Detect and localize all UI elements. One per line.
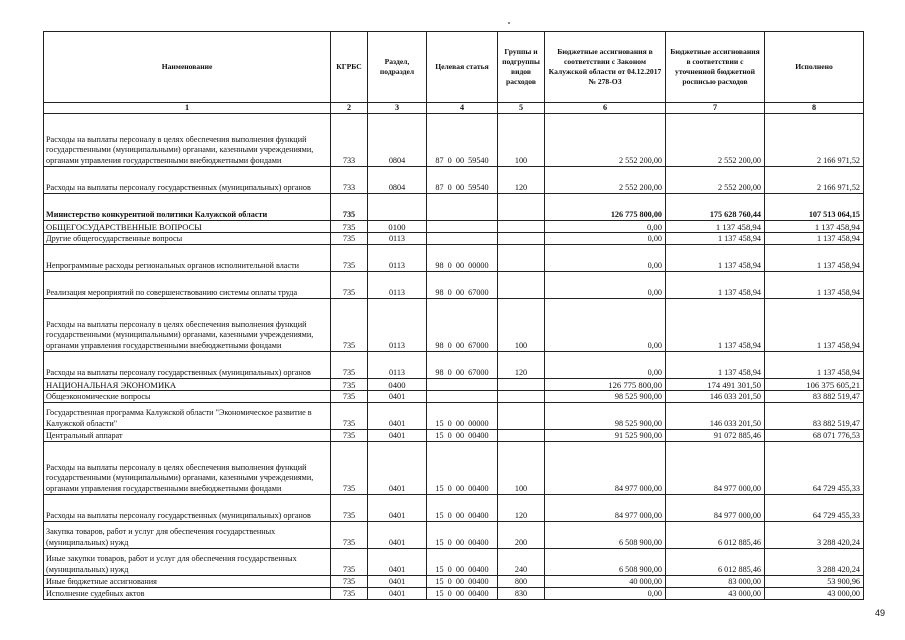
cell-razdel: 0113 — [368, 233, 427, 245]
cell-law-allocation: 0,00 — [545, 233, 666, 245]
cell-name: Расходы на выплаты персоналу государственных (муниципальных) органов — [44, 352, 331, 379]
cell-razdel — [368, 194, 427, 221]
table-row — [44, 299, 864, 352]
cell-kgrbs: 735 — [331, 391, 368, 403]
cell-executed: 64 729 455,33 — [765, 442, 864, 495]
cell-expense-group — [498, 379, 545, 391]
cell-target-article: 98 0 00 67000 — [427, 272, 498, 299]
col-number: 4 — [427, 103, 498, 114]
header-razdel: Раздел, подраздел — [368, 32, 427, 103]
cell-refined-allocation: 1 137 458,94 — [666, 299, 765, 352]
cell-refined-allocation: 84 977 000,00 — [666, 495, 765, 522]
cell-target-article: 87 0 00 59540 — [427, 114, 498, 167]
cell-name: НАЦИОНАЛЬНАЯ ЭКОНОМИКА — [44, 379, 331, 391]
table-row — [44, 588, 864, 600]
cell-refined-allocation: 84 977 000,00 — [666, 442, 765, 495]
header-kgrbs: КГРБС — [331, 32, 368, 103]
cell-law-allocation: 0,00 — [545, 299, 666, 352]
cell-kgrbs: 735 — [331, 495, 368, 522]
cell-refined-allocation: 146 033 201,50 — [666, 391, 765, 403]
scan-dot — [508, 22, 510, 24]
table-row — [44, 391, 864, 403]
cell-expense-group: 200 — [498, 522, 545, 549]
cell-refined-allocation: 175 628 760,44 — [666, 194, 765, 221]
table-row — [44, 442, 864, 495]
col-number: 7 — [666, 103, 765, 114]
budget-table — [43, 31, 864, 600]
cell-kgrbs: 735 — [331, 352, 368, 379]
cell-razdel: 0400 — [368, 379, 427, 391]
cell-target-article: 15 0 00 00400 — [427, 576, 498, 588]
cell-executed: 2 166 971,52 — [765, 167, 864, 194]
cell-executed: 83 882 519,47 — [765, 391, 864, 403]
cell-kgrbs: 735 — [331, 379, 368, 391]
header-law-allocation: Бюджетные ассигнования в соответствии с Законом Калужской области от 04.12.2017 № 278-ОЗ — [545, 32, 666, 103]
table-row — [44, 272, 864, 299]
cell-razdel: 0401 — [368, 522, 427, 549]
cell-name: Исполнение судебных актов — [44, 588, 331, 600]
table-row — [44, 114, 864, 167]
cell-razdel: 0401 — [368, 576, 427, 588]
cell-refined-allocation: 146 033 201,50 — [666, 403, 765, 430]
cell-name: ОБЩЕГОСУДАРСТВЕННЫЕ ВОПРОСЫ — [44, 221, 331, 233]
col-number: 8 — [765, 103, 864, 114]
cell-refined-allocation: 1 137 458,94 — [666, 272, 765, 299]
cell-name: Расходы на выплаты персоналу государственных (муниципальных) органов — [44, 167, 331, 194]
cell-executed: 3 288 420,24 — [765, 522, 864, 549]
cell-target-article: 87 0 00 59540 — [427, 167, 498, 194]
table-row — [44, 352, 864, 379]
cell-refined-allocation: 6 012 885,46 — [666, 522, 765, 549]
cell-executed: 43 000,00 — [765, 588, 864, 600]
cell-refined-allocation: 1 137 458,94 — [666, 352, 765, 379]
cell-target-article: 15 0 00 00400 — [427, 588, 498, 600]
cell-law-allocation: 98 525 900,00 — [545, 391, 666, 403]
cell-name: Общеэкономические вопросы — [44, 391, 331, 403]
cell-target-article: 15 0 00 00400 — [427, 442, 498, 495]
cell-executed: 1 137 458,94 — [765, 233, 864, 245]
cell-expense-group — [498, 403, 545, 430]
cell-razdel: 0401 — [368, 588, 427, 600]
cell-refined-allocation: 83 000,00 — [666, 576, 765, 588]
cell-refined-allocation: 91 072 885,46 — [666, 430, 765, 442]
cell-refined-allocation: 43 000,00 — [666, 588, 765, 600]
cell-target-article: 15 0 00 00000 — [427, 403, 498, 430]
header-executed: Исполнено — [765, 32, 864, 103]
cell-kgrbs: 735 — [331, 299, 368, 352]
header-refined-allocation: Бюджетные ассигнования в соответствии с уточненной бюджетной росписью расходов — [666, 32, 765, 103]
cell-target-article — [427, 391, 498, 403]
cell-kgrbs: 735 — [331, 442, 368, 495]
cell-expense-group: 830 — [498, 588, 545, 600]
cell-razdel: 0804 — [368, 114, 427, 167]
budget-table-sheet — [43, 31, 863, 600]
cell-kgrbs: 735 — [331, 549, 368, 576]
cell-law-allocation: 6 508 900,00 — [545, 549, 666, 576]
cell-name: Иные закупки товаров, работ и услуг для обеспечения государственных (муниципальных) нужд — [44, 549, 331, 576]
col-number: 3 — [368, 103, 427, 114]
cell-target-article: 98 0 00 00000 — [427, 245, 498, 272]
cell-kgrbs: 733 — [331, 114, 368, 167]
table-row — [44, 233, 864, 245]
table-row — [44, 549, 864, 576]
cell-expense-group: 800 — [498, 576, 545, 588]
table-row — [44, 221, 864, 233]
cell-expense-group: 120 — [498, 352, 545, 379]
cell-executed: 2 166 971,52 — [765, 114, 864, 167]
cell-razdel: 0100 — [368, 221, 427, 233]
page-number: 49 — [874, 608, 885, 618]
table-row — [44, 379, 864, 391]
cell-expense-group — [498, 233, 545, 245]
cell-law-allocation: 0,00 — [545, 272, 666, 299]
table-row — [44, 194, 864, 221]
col-number: 5 — [498, 103, 545, 114]
cell-law-allocation: 6 508 900,00 — [545, 522, 666, 549]
cell-target-article: 98 0 00 67000 — [427, 299, 498, 352]
cell-razdel: 0113 — [368, 299, 427, 352]
cell-law-allocation: 126 775 800,00 — [545, 379, 666, 391]
cell-executed: 64 729 455,33 — [765, 495, 864, 522]
cell-kgrbs: 735 — [331, 221, 368, 233]
header-name: Наименование — [44, 32, 331, 103]
cell-expense-group: 100 — [498, 442, 545, 495]
col-number: 1 — [44, 103, 331, 114]
cell-refined-allocation: 2 552 200,00 — [666, 167, 765, 194]
cell-name: Расходы на выплаты персоналу в целях обеспечения выполнения функций государственными (муниципальными) органами, казенными учреждениями, органами управления государственными внебюджетными фондами — [44, 299, 331, 352]
cell-executed: 3 288 420,24 — [765, 549, 864, 576]
col-number: 2 — [331, 103, 368, 114]
cell-expense-group — [498, 221, 545, 233]
cell-target-article: 15 0 00 00400 — [427, 495, 498, 522]
cell-executed: 68 071 776,53 — [765, 430, 864, 442]
cell-kgrbs: 735 — [331, 245, 368, 272]
cell-law-allocation: 98 525 900,00 — [545, 403, 666, 430]
cell-kgrbs: 735 — [331, 522, 368, 549]
cell-name: Государственная программа Калужской области "Экономическое развитие в Калужской области" — [44, 403, 331, 430]
cell-executed: 1 137 458,94 — [765, 245, 864, 272]
cell-target-article — [427, 194, 498, 221]
cell-kgrbs: 735 — [331, 403, 368, 430]
cell-razdel: 0113 — [368, 245, 427, 272]
cell-executed: 53 900,96 — [765, 576, 864, 588]
cell-executed: 1 137 458,94 — [765, 221, 864, 233]
header-expense-group: Группы и подгруппы видов расходов — [498, 32, 545, 103]
cell-target-article — [427, 233, 498, 245]
cell-refined-allocation: 2 552 200,00 — [666, 114, 765, 167]
cell-kgrbs: 735 — [331, 194, 368, 221]
cell-name: Закупка товаров, работ и услуг для обеспечения государственных (муниципальных) нужд — [44, 522, 331, 549]
cell-razdel: 0113 — [368, 272, 427, 299]
cell-razdel: 0401 — [368, 549, 427, 576]
cell-refined-allocation: 1 137 458,94 — [666, 221, 765, 233]
table-row — [44, 403, 864, 430]
cell-law-allocation: 2 552 200,00 — [545, 167, 666, 194]
cell-executed: 1 137 458,94 — [765, 352, 864, 379]
header-row — [44, 32, 864, 103]
cell-target-article: 98 0 00 67000 — [427, 352, 498, 379]
table-row — [44, 576, 864, 588]
cell-kgrbs: 735 — [331, 272, 368, 299]
cell-law-allocation: 0,00 — [545, 221, 666, 233]
cell-name: Расходы на выплаты персоналу в целях обеспечения выполнения функций государственными (муниципальными) органами, казенными учреждениями, органами управления государственными внебюджетными фондами — [44, 442, 331, 495]
cell-law-allocation: 126 775 800,00 — [545, 194, 666, 221]
cell-razdel: 0401 — [368, 403, 427, 430]
cell-kgrbs: 735 — [331, 576, 368, 588]
cell-kgrbs: 735 — [331, 430, 368, 442]
cell-target-article: 15 0 00 00400 — [427, 549, 498, 576]
cell-target-article: 15 0 00 00400 — [427, 522, 498, 549]
cell-target-article — [427, 379, 498, 391]
cell-expense-group: 120 — [498, 495, 545, 522]
table-row — [44, 495, 864, 522]
cell-refined-allocation: 6 012 885,46 — [666, 549, 765, 576]
cell-executed: 1 137 458,94 — [765, 272, 864, 299]
cell-name: Другие общегосударственные вопросы — [44, 233, 331, 245]
table-row — [44, 245, 864, 272]
cell-law-allocation: 84 977 000,00 — [545, 495, 666, 522]
cell-name: Расходы на выплаты персоналу государственных (муниципальных) органов — [44, 495, 331, 522]
col-number: 6 — [545, 103, 666, 114]
cell-expense-group — [498, 391, 545, 403]
cell-expense-group: 240 — [498, 549, 545, 576]
cell-target-article: 15 0 00 00400 — [427, 430, 498, 442]
cell-law-allocation: 0,00 — [545, 588, 666, 600]
cell-name: Реализация мероприятий по совершенствованию системы оплаты труда — [44, 272, 331, 299]
cell-razdel: 0113 — [368, 352, 427, 379]
cell-executed: 1 137 458,94 — [765, 299, 864, 352]
cell-law-allocation: 0,00 — [545, 245, 666, 272]
column-number-row — [44, 103, 864, 114]
cell-razdel: 0401 — [368, 442, 427, 495]
cell-razdel: 0401 — [368, 391, 427, 403]
cell-kgrbs: 735 — [331, 233, 368, 245]
cell-razdel: 0401 — [368, 430, 427, 442]
table-row — [44, 522, 864, 549]
header-target-article: Целевая статья — [427, 32, 498, 103]
cell-law-allocation: 0,00 — [545, 352, 666, 379]
cell-law-allocation: 91 525 900,00 — [545, 430, 666, 442]
cell-expense-group: 100 — [498, 114, 545, 167]
cell-executed: 83 882 519,47 — [765, 403, 864, 430]
cell-expense-group — [498, 272, 545, 299]
cell-expense-group — [498, 194, 545, 221]
cell-refined-allocation: 1 137 458,94 — [666, 245, 765, 272]
cell-refined-allocation: 174 491 301,50 — [666, 379, 765, 391]
cell-expense-group: 120 — [498, 167, 545, 194]
cell-target-article — [427, 221, 498, 233]
cell-razdel: 0804 — [368, 167, 427, 194]
table-row — [44, 430, 864, 442]
cell-law-allocation: 40 000,00 — [545, 576, 666, 588]
cell-name: Центральный аппарат — [44, 430, 331, 442]
cell-expense-group — [498, 245, 545, 272]
cell-executed: 106 375 605,21 — [765, 379, 864, 391]
cell-law-allocation: 84 977 000,00 — [545, 442, 666, 495]
table-row — [44, 167, 864, 194]
cell-refined-allocation: 1 137 458,94 — [666, 233, 765, 245]
cell-name: Расходы на выплаты персоналу в целях обеспечения выполнения функций государственными (муниципальными) органами, казенными учреждениями, органами управления государственными внебюджетными фондами — [44, 114, 331, 167]
cell-executed: 107 513 064,15 — [765, 194, 864, 221]
cell-expense-group — [498, 430, 545, 442]
cell-name: Министерство конкурентной политики Калужской области — [44, 194, 331, 221]
cell-name: Иные бюджетные ассигнования — [44, 576, 331, 588]
cell-law-allocation: 2 552 200,00 — [545, 114, 666, 167]
cell-kgrbs: 735 — [331, 588, 368, 600]
cell-name: Непрограммные расходы региональных органов исполнительной власти — [44, 245, 331, 272]
cell-razdel: 0401 — [368, 495, 427, 522]
cell-kgrbs: 733 — [331, 167, 368, 194]
cell-expense-group: 100 — [498, 299, 545, 352]
